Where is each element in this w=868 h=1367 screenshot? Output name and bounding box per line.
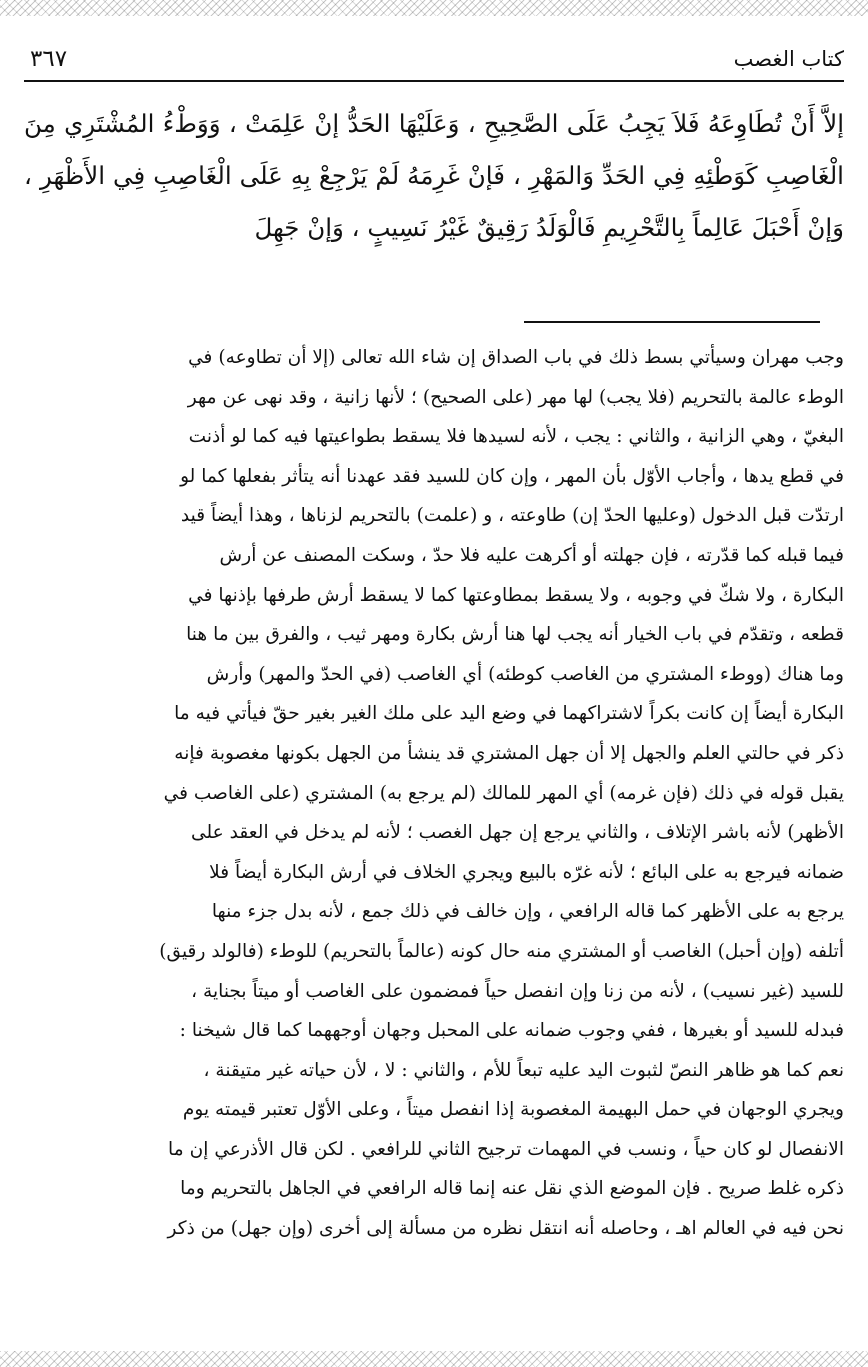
commentary-line: الانفصال لو كان حياً ، ونسب في المهمات ترجيح الثاني للرافعي . لكن قال الأذرعي إن ما <box>168 1138 844 1160</box>
commentary-line: ذكر في حالتي العلم والجهل إلا أن جهل المشتري قد ينشأ من الجهل بكونها مغصوبة فإنه <box>174 742 844 764</box>
commentary-line: يرجع به على الأظهر كما قاله الرافعي ، وإن خالف في ذلك جمع ، لأنه بدل جزء منها <box>211 901 844 923</box>
commentary-line: وما هناك (ووطء المشتري من الغاصب كوطئه) أي الغاصب (في الحدّ والمهر) وأرش <box>206 663 844 685</box>
page-edge-bottom <box>0 1351 868 1367</box>
commentary-line: في قطع يدها ، وأجاب الأوّل بأن المهر ، وإن كان للسيد فقد عهدنا أنه يتأثر بفعلها كما لو <box>180 465 844 487</box>
commentary-block <box>24 338 844 1249</box>
commentary-line: ضمانه فيرجع به على البائع ؛ لأنه غرّه بالبيع ويجري الخلاف في أرش البكارة أيضاً فلا <box>209 861 844 883</box>
commentary-line: نحن فيه في العالم اهـ ، وحاصله أنه انتقل نظره من مسألة إلى أخرى (وإن جهل) من ذكر <box>167 1218 844 1240</box>
header-rule <box>24 80 844 82</box>
commentary-line: الوطء عالمة بالتحريم (فلا يجب) لها مهر (على الصحيح) ؛ لأنها زانية ، وقد نهى عن مهر <box>187 386 844 408</box>
footnote-separator <box>524 321 820 323</box>
commentary-line: وجب مهران وسيأتي بسط ذلك في باب الصداق إن شاء الله تعالى (إلا أن تطاوعه) في <box>188 347 844 368</box>
matn-block <box>24 98 844 254</box>
commentary-line: البكارة أيضاً إن كانت بكراً لاشتراكهما في وضع اليد على ملك الغير بغير حقّ فيأتي فيه ما <box>174 703 844 725</box>
commentary-line: البغيّ ، وهي الزانية ، والثاني : يجب ، لأنه لسيدها فلا يسقط بطواعيتها فيه كما لو أذنت <box>188 426 844 448</box>
page-header <box>24 44 844 80</box>
commentary-line: ذكره غلط صريح . فإن الموضع الذي نقل عنه إنما قاله الرافعي في الجاهل بالتحريم وما <box>180 1178 844 1200</box>
commentary-line: أتلفه (وإن أحبل) الغاصب أو المشتري منه حال كونه (عالماً بالتحريم) للوطء (فالولد رقيق) <box>159 940 844 962</box>
page-number: ٣٦٧ <box>30 46 68 72</box>
commentary-line: نعم كما هو ظاهر النصّ لثبوت اليد عليه تبعاً للأم ، والثاني : لا ، لأن حياته غير متيقنة ، <box>203 1059 844 1081</box>
page-edge-top <box>0 0 868 16</box>
commentary-line: ويجري الوجهان في حمل البهيمة المغصوبة إذا انفصل ميتاً ، وعلى الأوّل تعتبر قيمته يوم <box>182 1099 844 1121</box>
commentary-line: ارتدّت قبل الدخول (وعليها الحدّ إن) طاوعته ، و (علمت) بالتحريم لزناها ، وهذا أيضاً قيد <box>180 505 844 527</box>
commentary-line: الأظهر) لأنه باشر الإتلاف ، والثاني يرجع إن جهل الغصب ؛ لأنه لم يدخل في العقد على <box>190 822 844 844</box>
commentary-line: قطعه ، وتقدّم في باب الخيار أنه يجب لها هنا أرش بكارة ومهر ثيب ، والفرق بين ما هنا <box>186 624 844 646</box>
commentary-line: فيما قبله كما قدّرته ، فإن جهلته أو أكرهت عليه فلا حدّ ، وسكت المصنف عن أرش <box>219 544 844 566</box>
commentary-line: للسيد (غير نسيب) ، لأنه من زنا وإن انفصل حياً فمضمون على الغاصب أو ميتاً بجناية ، <box>191 980 844 1002</box>
book-title: كتاب الغصب <box>733 47 844 71</box>
commentary-line: يقبل قوله في ذلك (فإن غرمه) أي المهر للمالك (لم يرجع به) المشتري (على الغاصب في <box>163 782 844 804</box>
commentary-line: البكارة ، ولا شكّ في وجوبه ، ولا يسقط بمطاوعتها كما لا يسقط أرش طرفها بإذنها في <box>188 584 844 606</box>
matn-text: إلاَّ أَنْ تُطَاوِعَهُ فَلاَ يَجِبُ عَلَى الصَّحِيحِ ، وَعَلَيْهَا الحَدُّ إنْ عَلِمَتْ ، وَوَطْءُ المُشْتَرِي مِنَ الْغَاصِبِ كَوَطْئِهِ فِي الحَدِّ وَالمَهْرِ ، فَإنْ غَرِمَهُ لَمْ يَرْجِعْ بِهِ عَلَى الْغَاصِبِ فِي الأَظْهَرِ ، وَإنْ أَحْبَلَ عَالِماً بِالتَّحْرِيمِ فَالْوَلَدُ رَقِيقٌ غَيْرُ نَسِيبٍ ، وَإنْ جَهِلَ <box>24 109 844 242</box>
commentary-line: فبدله للسيد أو بغيرها ، ففي وجوب ضمانه على المحبل وجهان أوجههما كما قال شيخنا : <box>179 1020 844 1042</box>
